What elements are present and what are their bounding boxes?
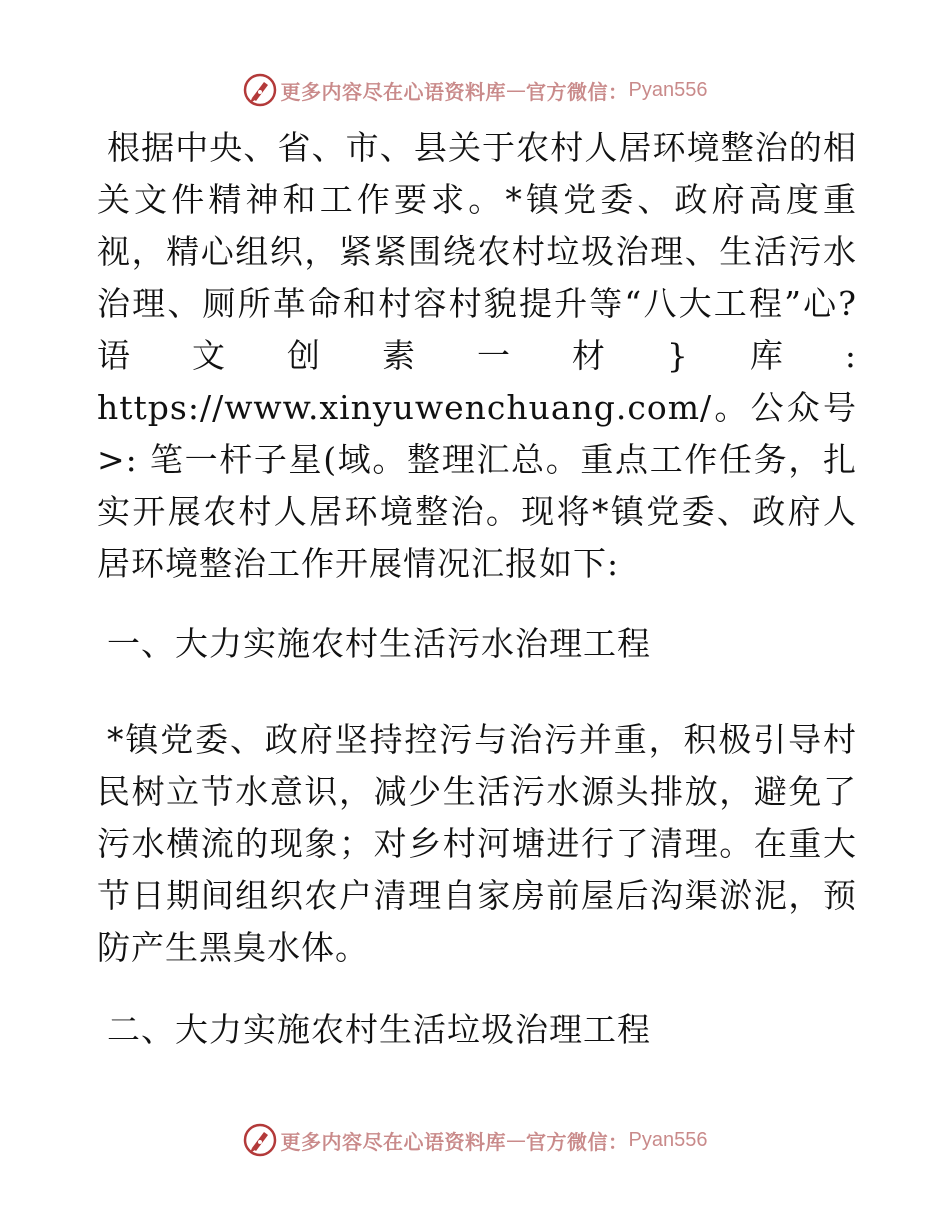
pen-logo-icon	[243, 73, 277, 107]
pen-logo-icon	[243, 1123, 277, 1157]
watermark-handle: Pyan556	[628, 1128, 708, 1151]
intro-paragraph: 根据中央、省、市、县关于农村人居环境整治的相关文件精神和工作要求。*镇党委、政府高度重视，精心组织，紧紧围绕农村垃圾治理、生活污水治理、厕所革命和村容村貌提升等“八大工程”心?语文创素一材}库: https://www.xinyuwenchuang.com/。公众号>: 笔一杆子星(域。整理汇总。重点工作任务，扎实开展农村人居环境整治。现将*镇党委、政府人居环境整治工作开展情况汇报如下:	[97, 128, 857, 583]
watermark-official-label: 官方微信：	[526, 1129, 629, 1154]
footer-watermark	[0, 1120, 950, 1160]
document-body	[97, 122, 857, 1056]
header-watermark	[0, 70, 950, 110]
section-1-paragraph: *镇党委、政府坚持控污与治污并重，积极引导村民树立节水意识，减少生活污水源头排放，避免了污水横流的现象；对乡村河塘进行了清理。在重大节日期间组织农户清理自家房前屋后沟渠淤泥，预防产生黑臭水体。	[97, 720, 857, 967]
watermark-text: 更多内容尽在心语资料库	[280, 79, 507, 104]
watermark-text: 更多内容尽在心语资料库	[280, 1129, 507, 1154]
section-heading-2: 二、大力实施农村生活垃圾治理工程	[107, 1010, 651, 1049]
watermark-separator: —	[506, 1128, 527, 1152]
watermark-official-label: 官方微信：	[526, 79, 629, 104]
watermark-separator: —	[506, 78, 527, 102]
section-heading-1: 一、大力实施农村生活污水治理工程	[107, 624, 651, 663]
watermark-handle: Pyan556	[628, 78, 708, 101]
